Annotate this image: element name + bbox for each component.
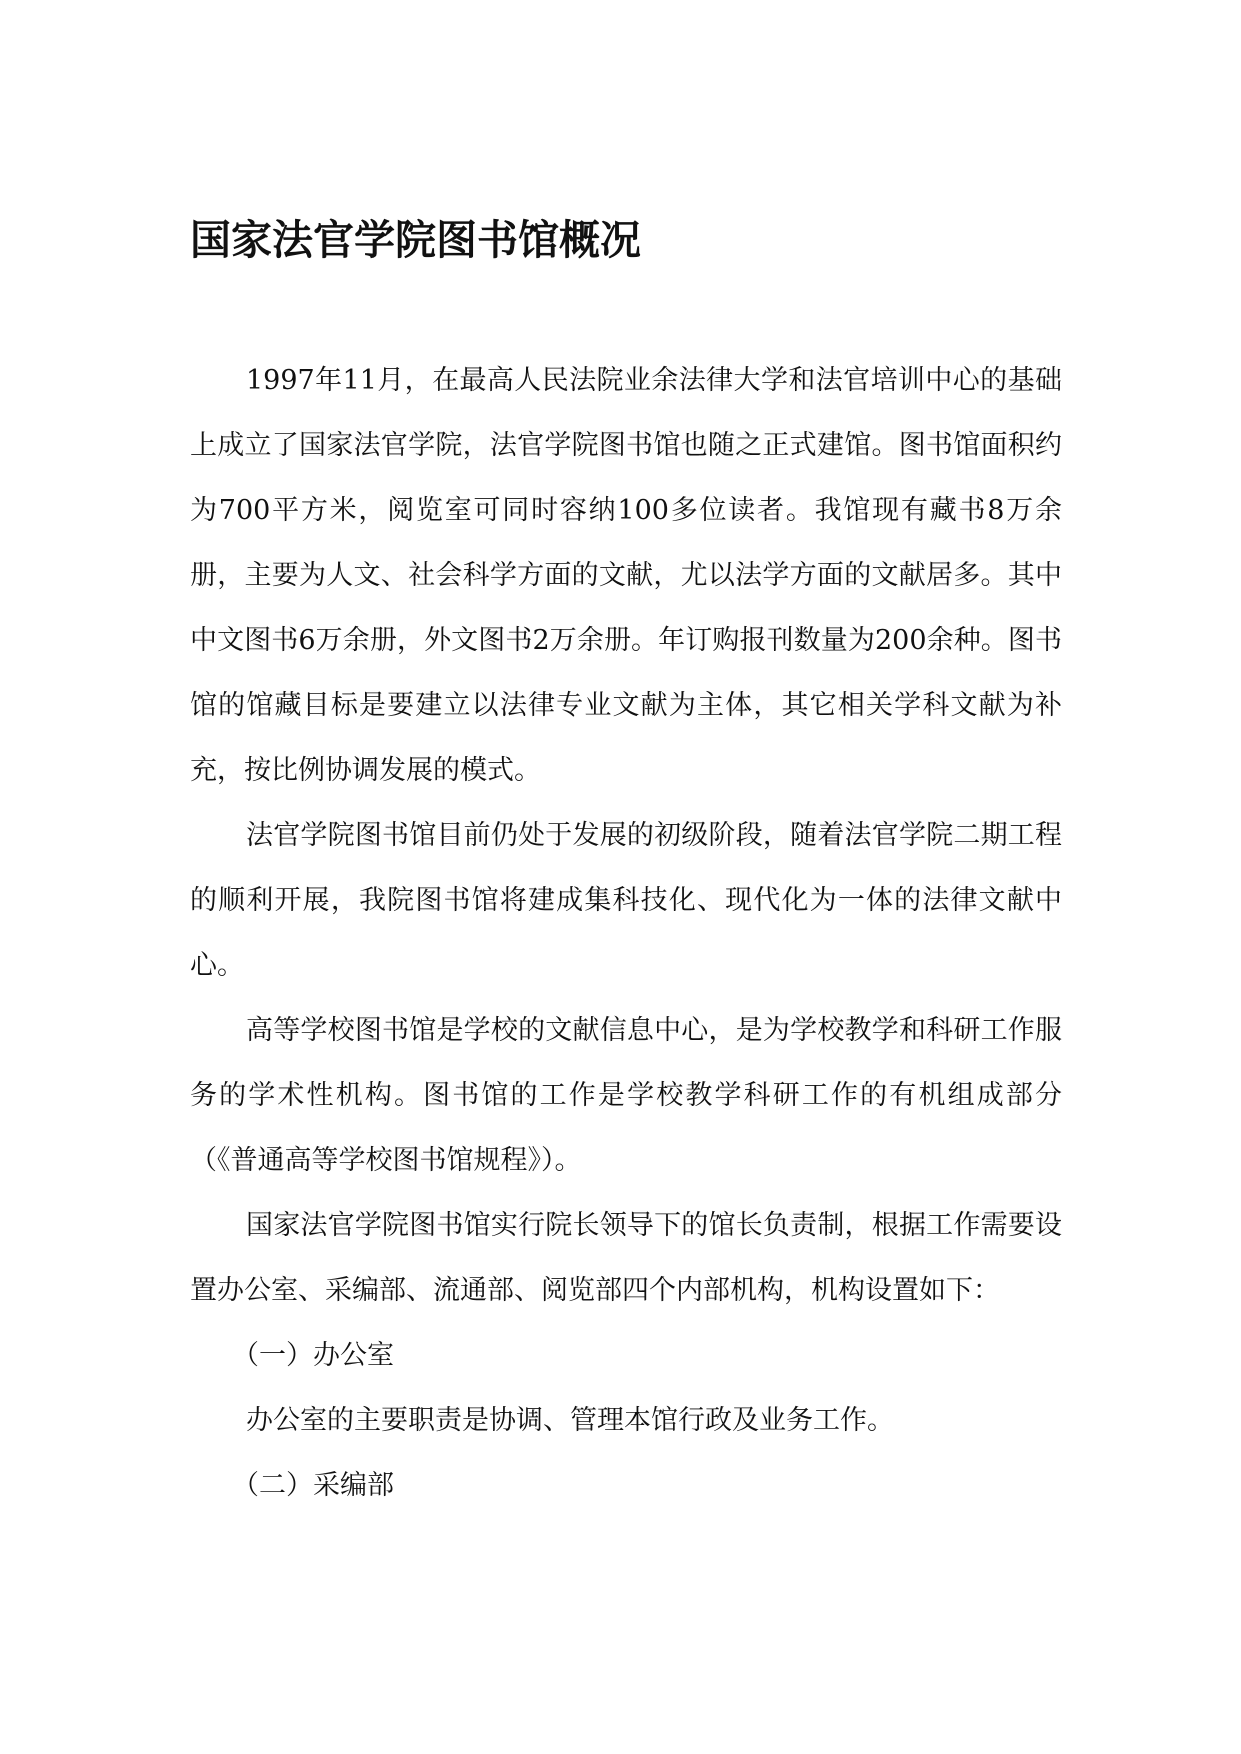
section-heading-acquisition: （二）采编部 — [232, 1470, 394, 1501]
paragraph-structure: 国家法官学院图书馆实行院长领导下的馆长负责制，根据工作需要设置办公室、采编部、流通部、阅览部四个内部机构，机构设置如下： — [190, 1210, 1062, 1306]
section-text-office: 办公室的主要职责是协调、管理本馆行政及业务工作。 — [246, 1405, 894, 1436]
document-body — [190, 212, 1062, 1518]
paragraph-role: 高等学校图书馆是学校的文献信息中心，是为学校教学和科研工作服务的学术性机构。图书馆的工作是学校教学科研工作的有机组成部分（《普通高等学校图书馆规程》）。 — [190, 1015, 1062, 1176]
section-heading-office: （一）办公室 — [232, 1340, 394, 1371]
paragraph-development: 法官学院图书馆目前仍处于发展的初级阶段，随着法官学院二期工程的顺利开展，我院图书馆将建成集科技化、现代化为一体的法律文献中心。 — [190, 820, 1062, 981]
document-title: 国家法官学院图书馆概况 — [190, 216, 641, 264]
paragraph-intro: 1997年11月，在最高人民法院业余法律大学和法官培训中心的基础上成立了国家法官学院，法官学院图书馆也随之正式建馆。图书馆面积约为700平方米，阅览室可同时容纳100多位读者。我馆现有藏书8万余册，主要为人文、社会科学方面的文献，尤以法学方面的文献居多。其中中文图书6万余册，外文图书2万余册。年订购报刊数量为200余种。图书馆的馆藏目标是要建立以法律专业文献为主体，其它相关学科文献为补充，按比例协调发展的模式。 — [190, 365, 1062, 786]
